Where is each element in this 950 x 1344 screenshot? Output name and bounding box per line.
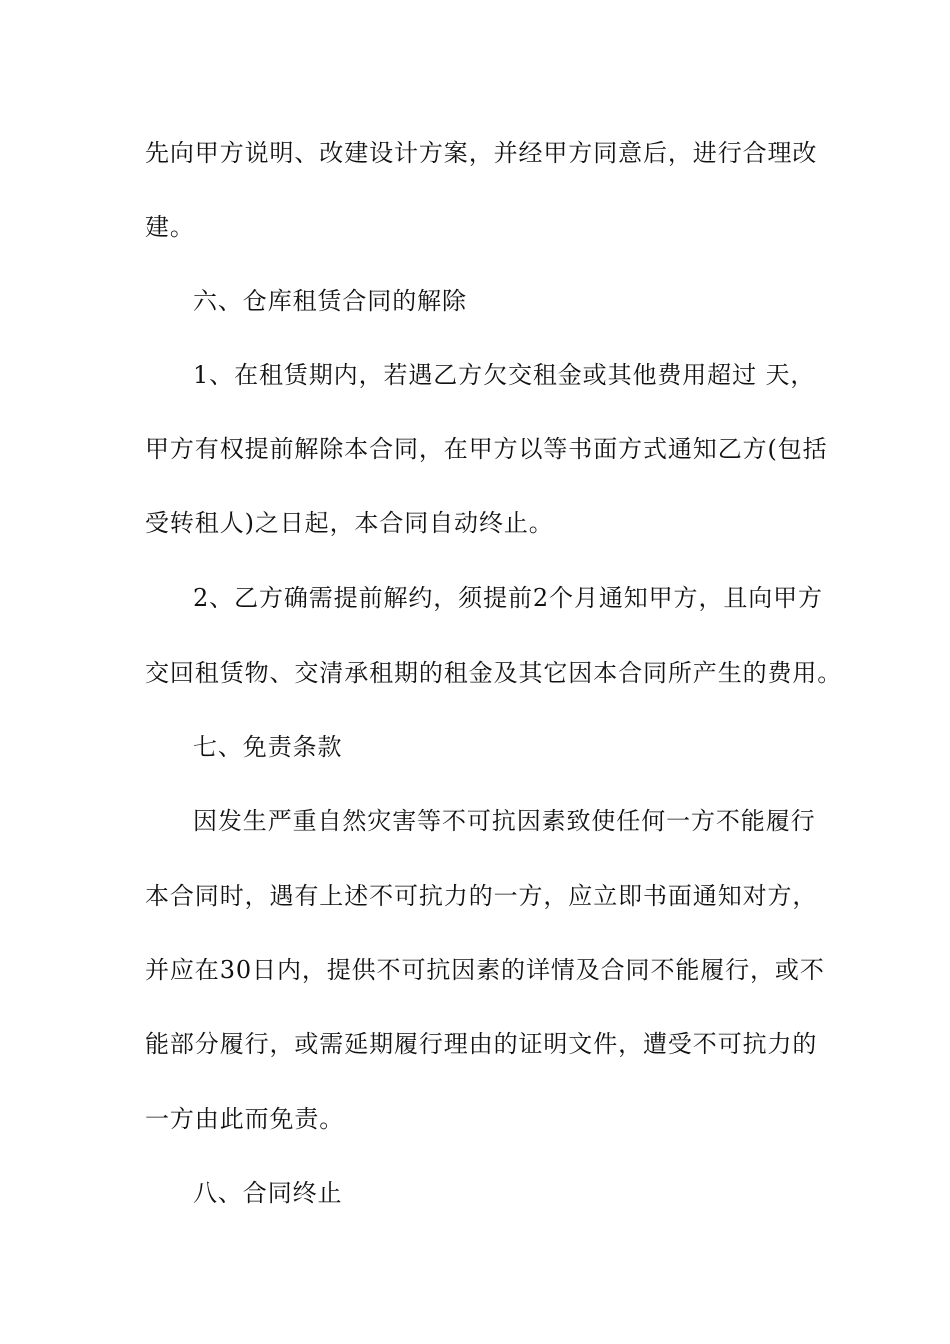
clause-line: 甲方有权提前解除本合同，在甲方以等书面方式通知乙方(包括 <box>145 435 828 463</box>
paragraph-line: 本合同时，遇有上述不可抗力的一方，应立即书面通知对方， <box>145 882 818 910</box>
section-heading: 六、仓库租赁合同的解除 <box>193 287 467 315</box>
clause-line: 受转租人)之日起，本合同自动终止。 <box>145 509 554 537</box>
paragraph-line: 能部分履行，或需延期履行理由的证明文件，遭受不可抗力的 <box>145 1030 818 1058</box>
paragraph-line: 因发生严重自然灾害等不可抗因素致使任何一方不能履行 <box>193 807 816 835</box>
paragraph-line: 一方由此而免责。 <box>145 1105 345 1133</box>
clause-line: 2、乙方确需提前解约，须提前2个月通知甲方，且向甲方 <box>193 584 823 612</box>
section-heading: 七、免责条款 <box>193 733 343 761</box>
clause-line: 1、在租赁期内，若遇乙方欠交租金或其他费用超过 天， <box>193 361 816 389</box>
paragraph-line: 建。 <box>145 213 195 241</box>
section-heading: 八、合同终止 <box>193 1179 343 1207</box>
paragraph-line: 先向甲方说明、改建设计方案，并经甲方同意后，进行合理改 <box>145 139 818 167</box>
clause-line: 交回租赁物、交清承租期的租金及其它因本合同所产生的费用。 <box>145 659 843 687</box>
paragraph-line: 并应在30日内，提供不可抗因素的详情及合同不能履行，或不 <box>145 956 825 984</box>
